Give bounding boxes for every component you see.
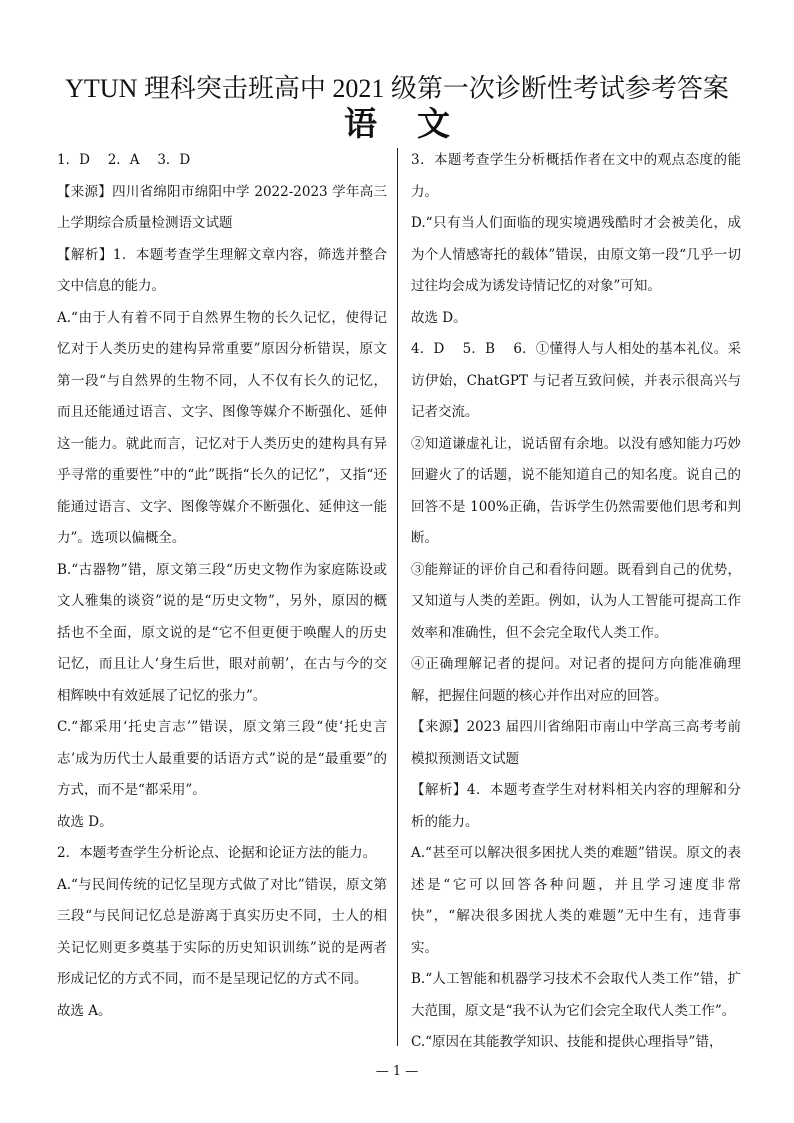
analysis-paragraph: D.“只有当人们面临的现实境遇残酷时才会被美化，成为个人情感寄托的载体”错误，由原文第一段“几乎一切过往均会成为诱发诗情记忆的对象”可知。	[411, 215, 741, 294]
source-note: 【来源】四川省绵阳市绵阳中学 2022-2023 学年高三上学期综合质量检测语文试题	[57, 183, 387, 231]
analysis-paragraph: A.“与民间传统的记忆呈现方式做了对比”错误，原文第三段“与民间记忆总是游离于真实历史不同，士人的相关记忆则更多奠基于实际的历史知识训练”说的是两者形成记忆的方式不同，而不是呈现记忆的方式不同。	[57, 876, 387, 987]
page-number: — 1 —	[375, 1064, 419, 1079]
analysis-paragraph: 【解析】1．本题考查学生理解文章内容，筛选并整合文中信息的能力。	[57, 246, 387, 294]
answer-line: 4．D 5．B 6．①懂得人与人相处的基本礼仪。采访伊始，ChatGPT 与记者互致问候，并表示很高兴与记者交流。	[411, 341, 741, 420]
analysis-paragraph: 3．本题考查学生分析概括作者在文中的观点态度的能力。	[411, 152, 741, 200]
conclusion-line: 故选 D。	[57, 813, 113, 830]
answer-point: ②知道谦虚礼让，说话留有余地。以没有感知能力巧妙回避火了的话题，说不能知道自己的知名度。说自己的回答不是 100%正确，告诉学生仍然需要他们思考和判断。	[411, 435, 741, 546]
analysis-paragraph: 【解析】4．本题考查学生对材料相关内容的理解和分析的能力。	[411, 782, 741, 830]
column-divider	[397, 148, 398, 1046]
analysis-paragraph: 2．本题考查学生分析论点、论据和论证方法的能力。	[57, 845, 377, 861]
answer-point: ③能辩证的评价自己和看待问题。既看到自己的优势，又知道与人类的差距。例如，认为人工智能可提高工作效率和准确性，但不会完全取代人类工作。	[411, 561, 741, 641]
document-title: YTUN 理科突击班高中 2021 级第一次诊断性考试参考答案	[65, 74, 729, 103]
answer-line: 1．D 2．A 3．D	[57, 152, 191, 168]
answer-point: ④正确理解记者的提问。对记者的提问方向能准确理解，把握住问题的核心并作出对应的回答。	[411, 656, 741, 704]
analysis-paragraph: A.“甚至可以解决很多困扰人类的难题”错误。原文的表述是“它可以回答各种问题，并且学习速度非常快”，“解决很多困扰人类的难题”无中生有，违背事实。	[411, 845, 741, 956]
right-column	[411, 145, 741, 1059]
conclusion-line: 故选 D。	[411, 309, 467, 326]
left-column	[57, 145, 387, 1027]
conclusion-line: 故选 A。	[57, 1002, 112, 1019]
analysis-paragraph: C.“原因在其能教学知识、技能和提供心理指导”错，	[411, 1034, 723, 1050]
source-note: 【来源】2023 届四川省绵阳市南山中学高三高考考前模拟预测语文试题	[411, 719, 741, 767]
analysis-paragraph: A.“由于人有着不同于自然界生物的长久记忆，使得记忆对于人类历史的建构异常重要”原因分析错误，原文第一段“与自然界的生物不同，人不仅有长久的记忆，而且还能通过语言、文字、图像等媒介不断强化、延伸这一能力。就此而言，记忆对于人类历史的建构具有异乎寻常的重要性”中的“此”既指“长久的记忆”，又指“还能通过语言、文字、图像等媒介不断强化、延伸这一能力”。选项以偏概全。	[57, 309, 387, 546]
analysis-paragraph: B.“古器物”错，原文第三段“历史文物作为家庭陈设或文人雅集的谈资”说的是“历史文物”，另外，原因的概括也不全面，原文说的是“它不但更便于唤醒人的历史记忆，而且让人‘身生后世，眼对前朝’，在古与今的交相辉映中有效延展了记忆的张力”。	[57, 561, 387, 704]
analysis-paragraph: C.“都采用‘托史言志’”错误，原文第三段“使‘托史言志’成为历代士人最重要的话语方式”说的是“最重要”的方式，而不是“都采用”。	[57, 719, 387, 798]
subject-heading: 语文	[344, 104, 490, 143]
analysis-paragraph: B.“人工智能和机器学习技术不会取代人类工作”错，扩大范围，原文是“我不认为它们会完全取代人类工作”。	[411, 971, 741, 1019]
